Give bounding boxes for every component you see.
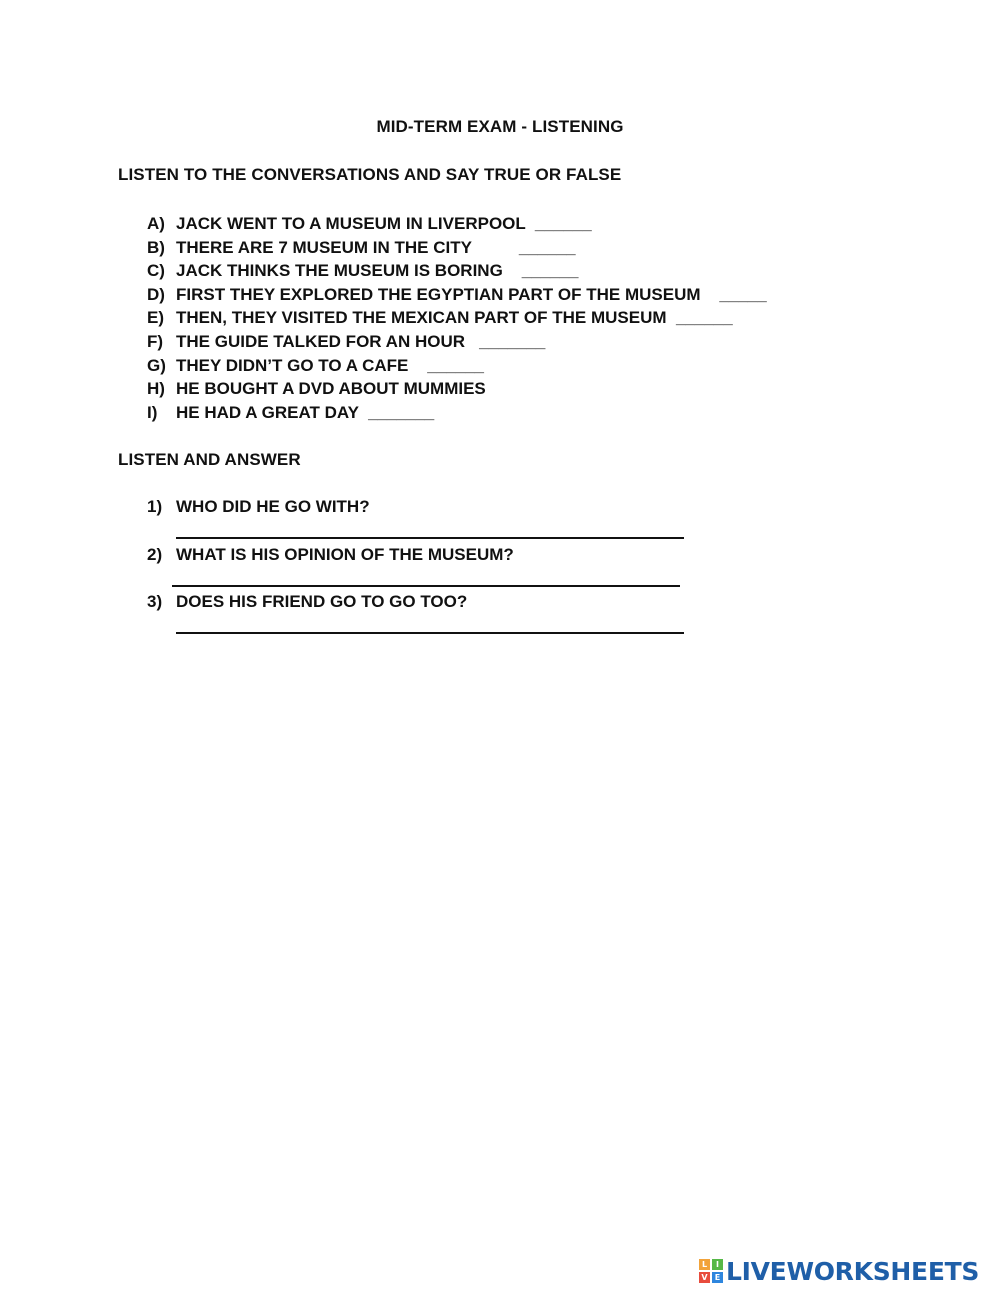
answer-line[interactable]: [176, 632, 684, 634]
question-list: [147, 495, 514, 638]
exam-title: MID-TERM EXAM - LISTENING: [376, 117, 624, 136]
tf-item-f: [147, 330, 767, 354]
question-number: 3): [147, 592, 163, 611]
tf-statement: FIRST THEY EXPLORED THE EGYPTIAN PART OF THE MUSEUM: [176, 284, 701, 304]
question-item-3: [147, 590, 514, 638]
true-false-list: [147, 212, 767, 424]
tf-statement: THEY DIDN’T GO TO A CAFE: [176, 355, 409, 375]
tf-marker: H): [147, 379, 165, 399]
true-false-heading: LISTEN TO THE CONVERSATIONS AND SAY TRUE OR FALSE: [118, 165, 622, 184]
tf-marker: E): [147, 308, 164, 328]
logo-square: E: [712, 1272, 723, 1283]
tf-answer-blank[interactable]: ______: [471, 237, 576, 257]
liveworksheets-logo: [699, 1257, 979, 1285]
question-item-1: [147, 495, 514, 543]
answer-line[interactable]: [172, 585, 680, 587]
tf-item-c: [147, 259, 767, 283]
question-item-2: [147, 543, 514, 591]
tf-marker: D): [147, 284, 165, 304]
question-number: 2): [147, 544, 163, 564]
tf-answer-blank[interactable]: ______: [502, 261, 579, 281]
question-number: 1): [147, 497, 163, 516]
question-text: DOES HIS FRIEND GO TO GO TOO?: [176, 592, 468, 611]
answer-line[interactable]: [176, 537, 684, 539]
logo-text: LIVEWORKSHEETS: [726, 1256, 980, 1286]
tf-answer-blank[interactable]: ______: [666, 308, 733, 328]
tf-statement: THE GUIDE TALKED FOR AN HOUR: [176, 331, 465, 351]
question-text: WHAT IS HIS OPINION OF THE MUSEUM?: [176, 544, 514, 564]
tf-statement: THEN, THEY VISITED THE MEXICAN PART OF THE MUSEUM: [176, 308, 667, 328]
logo-squares-icon: [699, 1259, 723, 1283]
tf-answer-blank[interactable]: ______: [408, 355, 484, 375]
tf-item-a: [147, 212, 767, 236]
logo-square: V: [699, 1272, 710, 1283]
tf-marker: C): [147, 261, 165, 281]
tf-marker: B): [147, 237, 165, 257]
tf-marker: A): [147, 214, 165, 233]
tf-marker: G): [147, 355, 166, 375]
answer-section-heading: LISTEN AND ANSWER: [118, 450, 301, 469]
tf-answer-blank[interactable]: _______: [465, 331, 546, 351]
tf-answer-blank[interactable]: _______: [358, 402, 435, 422]
tf-statement: THERE ARE 7 MUSEUM IN THE CITY: [176, 237, 472, 257]
tf-marker: I): [147, 402, 158, 422]
tf-item-h: [147, 377, 767, 401]
tf-statement: JACK WENT TO A MUSEUM IN LIVERPOOL: [176, 214, 526, 233]
logo-square: I: [712, 1259, 723, 1270]
question-text: WHO DID HE GO WITH?: [176, 497, 370, 516]
tf-statement: HE BOUGHT A DVD ABOUT MUMMIES: [176, 379, 486, 399]
tf-item-b: [147, 236, 767, 260]
logo-square: L: [699, 1259, 710, 1270]
tf-marker: F): [147, 331, 164, 351]
tf-item-i: [147, 401, 767, 425]
tf-item-g: [147, 354, 767, 378]
tf-answer-blank[interactable]: _____: [700, 284, 767, 304]
tf-statement: JACK THINKS THE MUSEUM IS BORING: [176, 261, 503, 281]
tf-item-d: [147, 283, 767, 307]
tf-item-e: [147, 306, 767, 330]
tf-statement: HE HAD A GREAT DAY: [176, 402, 359, 422]
tf-answer-blank[interactable]: ______: [525, 214, 592, 233]
